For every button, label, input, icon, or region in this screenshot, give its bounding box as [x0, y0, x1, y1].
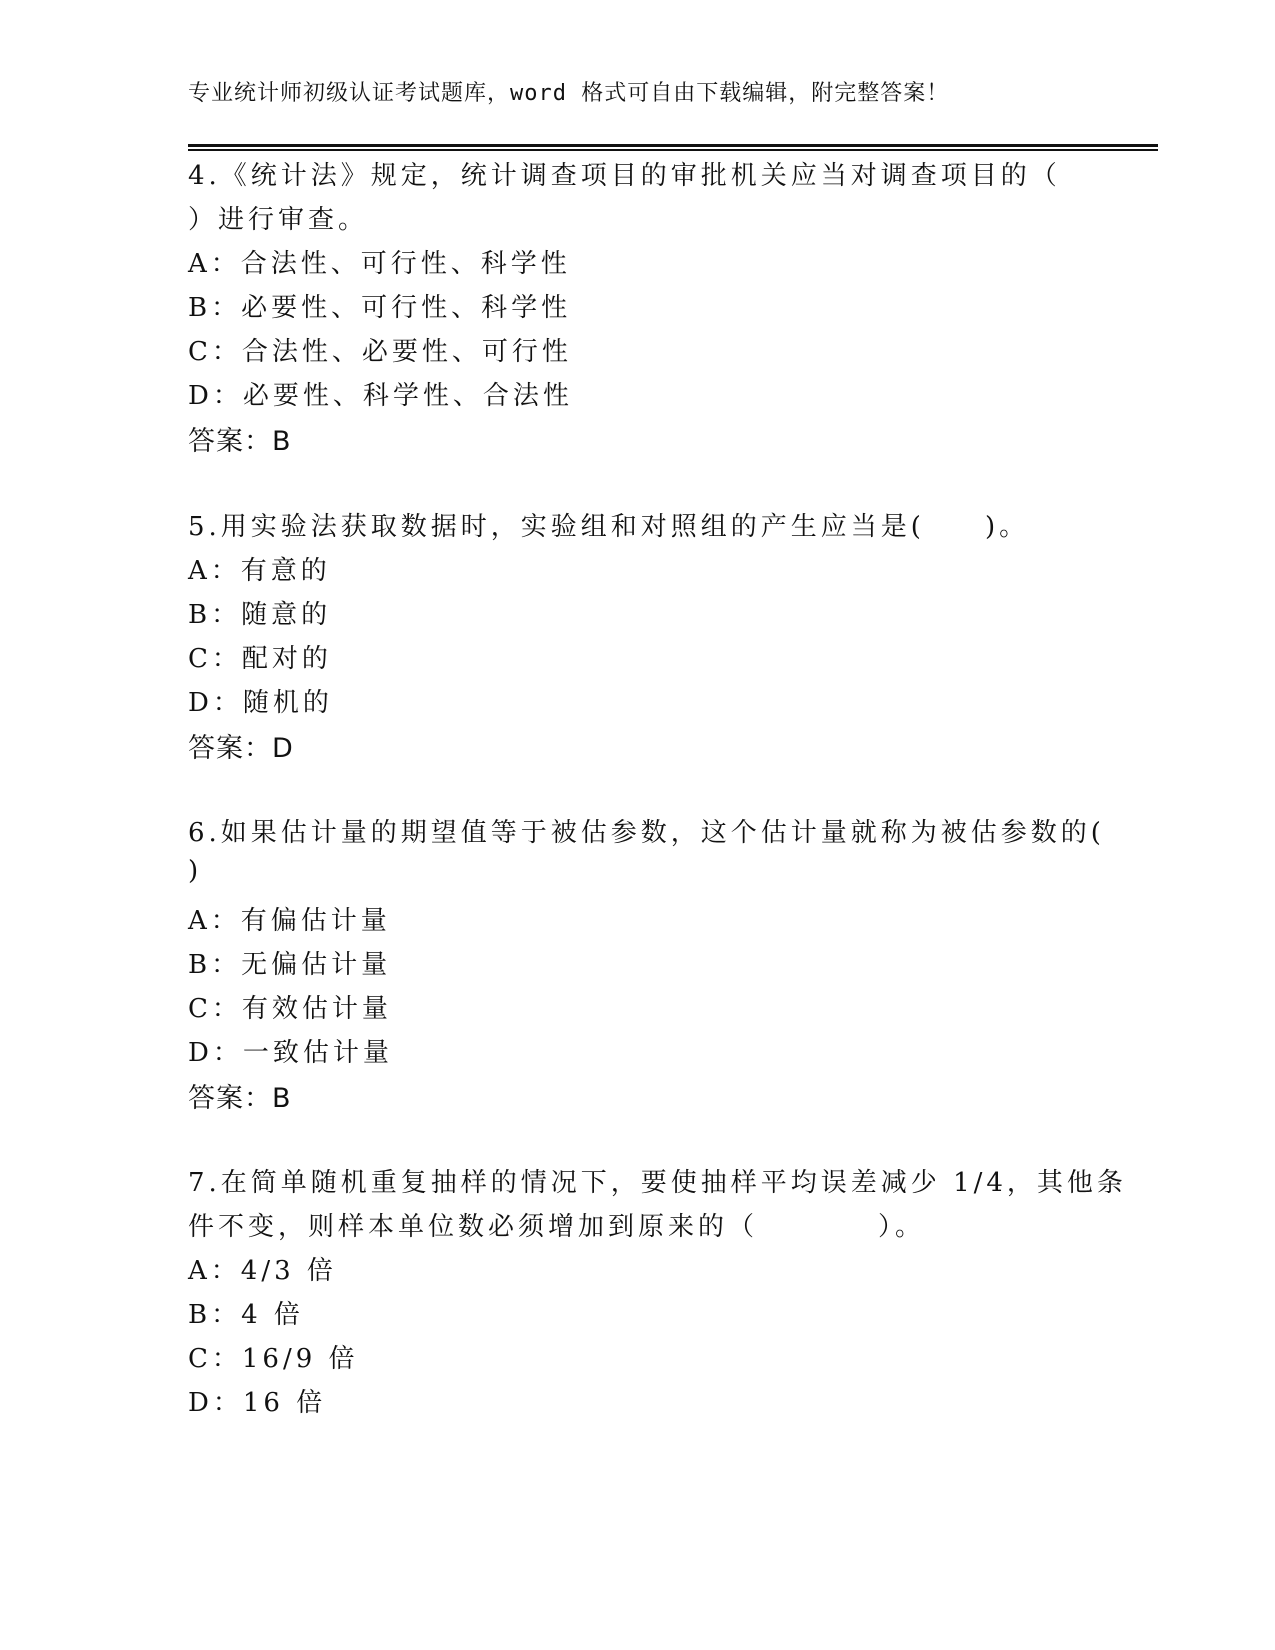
question-4-stem-line-1: 4.《统计法》规定，统计调查项目的审批机关应当对调查项目的（	[188, 161, 1061, 191]
question-7-option-d: D：16 倍	[188, 1388, 327, 1418]
question-6-option-d: D：一致估计量	[188, 1038, 393, 1068]
question-5-option-b: B：随意的	[188, 600, 332, 630]
question-6-answer: 答案：B	[188, 1083, 292, 1114]
question-4-option-d: D：必要性、科学性、合法性	[188, 381, 573, 411]
question-5-option-a: A：有意的	[188, 556, 331, 586]
question-5-option-c: C：配对的	[188, 644, 332, 674]
question-5-stem-line-1: 5.用实验法获取数据时，实验组和对照组的产生应当是( )。	[188, 512, 1030, 542]
question-7-option-b: B：4 倍	[188, 1300, 304, 1330]
question-4-option-a: A：合法性、可行性、科学性	[188, 249, 571, 279]
question-5-option-d: D：随机的	[188, 688, 333, 718]
question-6-option-c: C：有效估计量	[188, 994, 392, 1024]
header-divider	[188, 144, 1158, 151]
question-7-option-a: A：4/3 倍	[188, 1256, 337, 1286]
question-4-answer: 答案：B	[188, 426, 292, 457]
question-7-option-c: C：16/9 倍	[188, 1344, 359, 1374]
question-7-stem-line-1: 7.在简单随机重复抽样的情况下，要使抽样平均误差减少 1/4，其他条	[188, 1168, 1127, 1198]
question-6-option-b: B：无偏估计量	[188, 950, 392, 980]
question-6-stem-line-2: )	[188, 856, 203, 886]
question-7-stem-line-2: 件不变，则样本单位数必须增加到原来的（ ）。	[188, 1212, 926, 1242]
question-6-stem-line-1: 6.如果估计量的期望值等于被估参数，这个估计量就称为被估参数的(	[188, 818, 1105, 848]
question-4-stem-line-2: ）进行审查。	[188, 205, 369, 235]
document-header: 专业统计师初级认证考试题库，word 格式可自由下载编辑，附完整答案！	[188, 81, 950, 106]
question-5-answer: 答案：D	[188, 733, 294, 764]
question-4-option-b: B：必要性、可行性、科学性	[188, 293, 572, 323]
question-6-option-a: A：有偏估计量	[188, 906, 391, 936]
question-4-option-c: C：合法性、必要性、可行性	[188, 337, 572, 367]
